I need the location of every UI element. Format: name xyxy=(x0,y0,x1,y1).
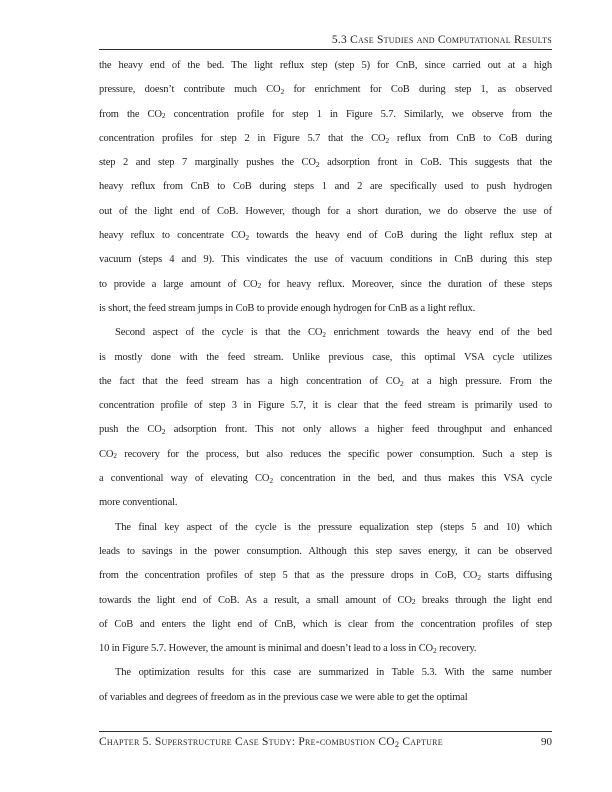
text-line: heavy reflux to concentrate $CO_2$ towards the heavy end of CoB during the light reflux step at xyxy=(99,230,552,242)
text-line: Second aspect of the cycle is that the $CO_2$ enrichment towards the heavy end of the bed xyxy=(115,327,552,339)
text-line: concentration profiles for step 2 in Figure 5.7 that the $CO_2$ reflux from CnB to CoB during xyxy=(99,132,552,145)
text-line: $CO_2$ recovery for the process, but also reduces the specific power consumption. Such a step is xyxy=(99,448,552,461)
text-line: leads to savings in the power consumption. Although this step saves energy, it can be observed xyxy=(99,545,552,557)
running-header-title: 5.3 Case Studies and Computational Results xyxy=(99,33,552,50)
page-number: 90 xyxy=(541,736,552,748)
text-line: of CoB and enters the light end of CnB, which is clear from the concentration profiles of step xyxy=(99,618,552,630)
page-footer xyxy=(99,731,552,749)
text-line: more conventional. xyxy=(99,497,178,509)
text-line: the fact that the feed stream has a high concentration of $CO_2$ at a high pressure. From the xyxy=(99,375,552,388)
running-footer-title: Chapter 5. Superstructure Case Study: Pre-combustion $CO_2$ Capture xyxy=(99,736,443,749)
body-text xyxy=(99,54,552,710)
footer-row xyxy=(99,735,552,749)
text-line: out of the light end of CoB. However, though for a short duration, we do observe the use of xyxy=(99,205,552,217)
text-line: is short, the feed stream jumps in CoB to provide enough hydrogen for CnB as a light reflux. xyxy=(99,302,476,314)
text-line: heavy reflux from CnB to CoB during steps 1 and 2 are specifically used to push hydrogen xyxy=(99,181,552,193)
text-line: from the concentration profiles of step 5 that as the pressure drops in CoB, $CO_2$ starts diffusing xyxy=(99,570,552,582)
text-line: vacuum (steps 4 and 9). This vindicates the use of vacuum conditions in CnB during this step xyxy=(99,254,552,266)
text-line: to provide a large amount of $CO_2$ for heavy reflux. Moreover, since the duration of these steps xyxy=(99,278,553,291)
text-line: 10 in Figure 5.7. However, the amount is minimal and doesn’t lead to a loss in $CO_2$ recovery. xyxy=(99,643,477,655)
text-line: concentration profile of step 3 in Figure 5.7, it is clear that the feed stream is primarily used to xyxy=(99,400,552,412)
text-line: step 2 and step 7 marginally pushes the $CO_2$ adsorption front in CoB. This suggests that the xyxy=(99,157,552,169)
text-line: is mostly done with the feed stream. Unlike previous case, this optimal VSA cycle utilizes xyxy=(99,351,552,363)
text-line: from the $CO_2$ concentration profile for step 1 in Figure 5.7. Similarly, we observe from the xyxy=(99,108,552,121)
text-line: pressure, doesn’t contribute much $CO_2$ for enrichment for CoB during step 1, as observed xyxy=(99,84,553,96)
text-line: The optimization results for this case are summarized in Table 5.3. With the same number xyxy=(115,667,552,679)
text-line: a conventional way of elevating $CO_2$ concentration in the bed, and thus makes this VSA cycle xyxy=(99,473,552,485)
text-line: push the $CO_2$ adsorption front. This not only allows a higher feed throughput and enhanced xyxy=(99,424,552,437)
page-header xyxy=(99,33,552,50)
text-line: towards the light end of CoB. As a result, a small amount of $CO_2$ breaks through the light end xyxy=(99,594,552,607)
text-line: of variables and degrees of freedom as in the previous case we were able to get the optimal xyxy=(99,691,468,703)
text-line: The final key aspect of the cycle is the pressure equalization step (steps 5 and 10) which xyxy=(115,521,552,533)
text-line: the heavy end of the bed. The light reflux step (step 5) for CnB, since carried out at a high xyxy=(99,60,552,71)
